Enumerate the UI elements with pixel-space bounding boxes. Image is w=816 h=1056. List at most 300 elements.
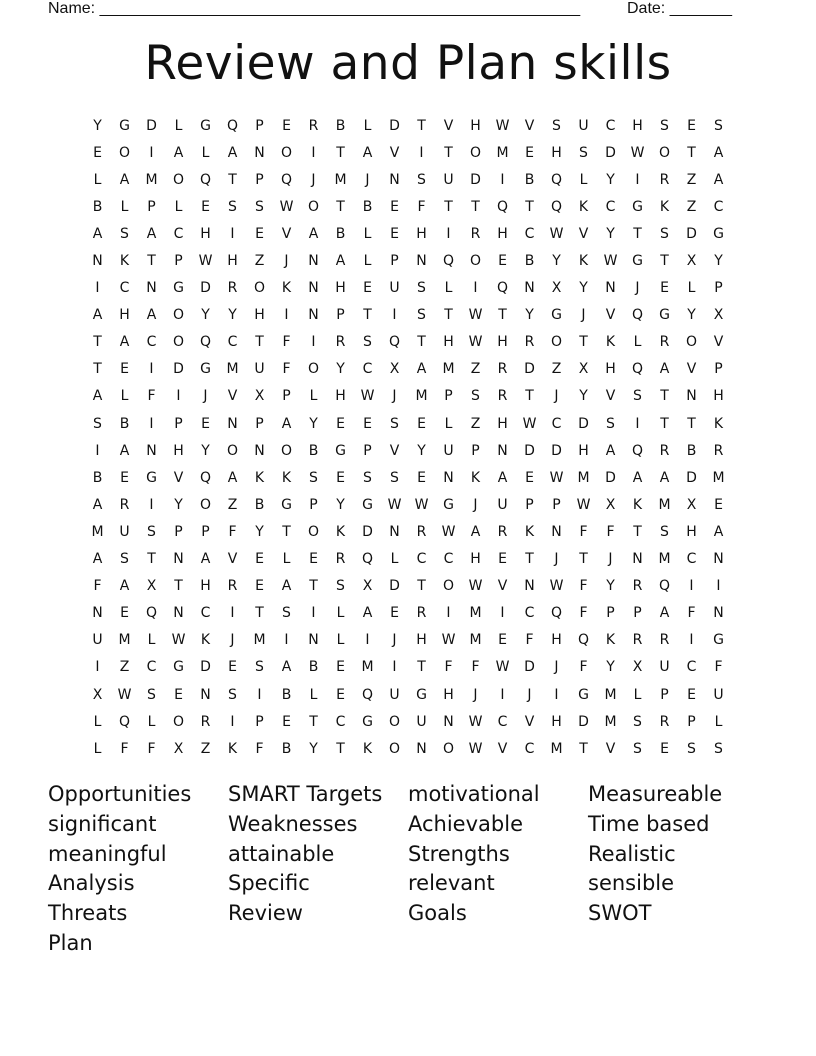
grid-letter: S: [417, 307, 426, 324]
grid-letter: Y: [579, 280, 588, 297]
grid-letter: G: [362, 713, 373, 730]
grid-letter: E: [120, 469, 129, 486]
grid-row: [84, 383, 732, 410]
grid-letter: P: [309, 496, 318, 513]
grid-letter: S: [660, 523, 669, 540]
grid-letter: T: [633, 225, 642, 242]
grid-letter: N: [389, 523, 400, 540]
grid-letter: T: [309, 578, 318, 595]
grid-letter: C: [227, 334, 238, 351]
grid-letter: M: [334, 171, 347, 188]
grid-letter: L: [444, 415, 453, 432]
grid-letter: C: [119, 280, 130, 297]
grid-letter: Q: [361, 686, 374, 703]
grid-letter: I: [446, 605, 451, 622]
grid-letter: S: [552, 117, 561, 134]
grid-letter: V: [524, 117, 535, 134]
grid-letter: O: [172, 307, 185, 324]
grid-letter: N: [389, 171, 400, 188]
grid-letter: V: [281, 225, 292, 242]
grid-letter: D: [605, 144, 616, 161]
grid-letter: U: [389, 686, 400, 703]
grid-letter: I: [392, 307, 397, 324]
grid-letter: V: [524, 713, 535, 730]
grid-letter: U: [443, 171, 454, 188]
grid-letter: K: [659, 198, 670, 215]
grid-letter: K: [200, 632, 211, 649]
grid-letter: N: [416, 253, 427, 270]
grid-letter: E: [390, 225, 399, 242]
grid-letter: G: [713, 632, 724, 649]
grid-letter: E: [228, 659, 237, 676]
grid-letter: K: [470, 469, 481, 486]
grid-letter: D: [524, 361, 535, 378]
grid-letter: L: [201, 144, 210, 161]
grid-letter: T: [417, 659, 426, 676]
grid-letter: E: [174, 686, 183, 703]
grid-letter: M: [658, 496, 671, 513]
grid-letter: U: [713, 686, 724, 703]
grid-letter: I: [230, 605, 235, 622]
grid-letter: Y: [579, 388, 588, 405]
grid-letter: S: [336, 578, 345, 595]
grid-letter: T: [660, 415, 669, 432]
grid-letter: V: [443, 117, 454, 134]
grid-letter: N: [551, 523, 562, 540]
grid-letter: F: [417, 198, 426, 215]
grid-letter: N: [524, 578, 535, 595]
grid-letter: F: [228, 523, 237, 540]
grid-letter: K: [362, 740, 373, 757]
grid-letter: E: [363, 415, 372, 432]
word-bank-item: Analysis: [48, 871, 135, 896]
grid-letter: B: [335, 117, 346, 134]
grid-letter: D: [173, 361, 184, 378]
grid-letter: Y: [336, 496, 345, 513]
grid-letter: Y: [309, 740, 318, 757]
grid-letter: K: [632, 496, 643, 513]
grid-letter: N: [416, 740, 427, 757]
grid-letter: S: [417, 171, 426, 188]
grid-letter: P: [174, 253, 183, 270]
grid-letter: S: [579, 144, 588, 161]
grid-letter: R: [227, 578, 238, 595]
grid-letter: Y: [714, 253, 723, 270]
grid-letter: O: [685, 334, 698, 351]
grid-letter: M: [145, 171, 158, 188]
grid-letter: A: [713, 144, 724, 161]
grid-letter: S: [228, 198, 237, 215]
grid-letter: E: [282, 713, 291, 730]
grid-letter: O: [172, 171, 185, 188]
grid-letter: S: [687, 740, 696, 757]
grid-letter: R: [659, 713, 670, 730]
grid-letter: F: [579, 605, 588, 622]
word-bank-item: Weaknesses: [228, 811, 358, 836]
grid-letter: E: [390, 605, 399, 622]
grid-letter: R: [119, 496, 130, 513]
grid-letter: V: [227, 388, 238, 405]
grid-letter: I: [149, 144, 154, 161]
grid-letter: H: [497, 415, 508, 432]
grid-letter: C: [686, 551, 697, 568]
grid-letter: E: [417, 469, 426, 486]
grid-letter: K: [254, 469, 265, 486]
grid-letter: P: [633, 605, 642, 622]
grid-letter: E: [255, 225, 264, 242]
grid-letter: K: [605, 334, 616, 351]
grid-letter: R: [632, 632, 643, 649]
grid-letter: W: [468, 307, 483, 324]
grid-letter: I: [284, 632, 289, 649]
grid-letter: D: [200, 659, 211, 676]
grid-letter: H: [335, 388, 346, 405]
grid-letter: J: [203, 388, 208, 405]
grid-letter: B: [281, 686, 292, 703]
grid-letter: U: [389, 280, 400, 297]
grid-letter: T: [444, 198, 453, 215]
grid-letter: S: [606, 415, 615, 432]
grid-letter: N: [308, 280, 319, 297]
grid-row: [84, 627, 732, 654]
grid-letter: V: [389, 442, 400, 459]
grid-letter: R: [659, 442, 670, 459]
grid-letter: H: [443, 334, 454, 351]
grid-letter: I: [635, 415, 640, 432]
grid-letter: T: [174, 578, 183, 595]
grid-letter: C: [362, 361, 373, 378]
grid-letter: Q: [199, 469, 212, 486]
grid-letter: A: [119, 334, 130, 351]
grid-letter: C: [146, 659, 157, 676]
grid-letter: A: [713, 171, 724, 188]
grid-letter: A: [146, 225, 157, 242]
grid-letter: F: [579, 523, 588, 540]
grid-letter: C: [497, 713, 508, 730]
grid-letter: E: [660, 280, 669, 297]
grid-letter: I: [149, 361, 154, 378]
grid-letter: B: [119, 415, 130, 432]
grid-letter: O: [118, 144, 131, 161]
grid-letter: A: [497, 469, 508, 486]
grid-letter: F: [579, 578, 588, 595]
grid-letter: Q: [550, 171, 563, 188]
grid-letter: H: [173, 442, 184, 459]
grid-letter: R: [308, 117, 319, 134]
grid-letter: R: [335, 334, 346, 351]
word-bank-item: Strengths: [408, 841, 510, 866]
word-bank-item: sensible: [588, 871, 675, 896]
grid-letter: I: [419, 144, 424, 161]
grid-letter: L: [633, 334, 642, 351]
grid-letter: I: [149, 496, 154, 513]
grid-letter: E: [282, 117, 291, 134]
grid-letter: E: [363, 280, 372, 297]
grid-letter: S: [282, 605, 291, 622]
grid-letter: G: [578, 686, 589, 703]
grid-letter: J: [392, 388, 397, 405]
grid-letter: D: [578, 713, 589, 730]
grid-letter: Y: [606, 171, 615, 188]
grid-letter: Q: [388, 334, 401, 351]
grid-letter: M: [118, 632, 131, 649]
grid-letter: I: [257, 686, 262, 703]
grid-letter: M: [91, 523, 104, 540]
grid-letter: E: [255, 551, 264, 568]
grid-letter: V: [389, 144, 400, 161]
grid-letter: F: [525, 632, 534, 649]
grid-letter: E: [390, 198, 399, 215]
grid-letter: M: [496, 144, 509, 161]
grid-letter: E: [120, 605, 129, 622]
word-bank-item: significant: [48, 811, 157, 836]
grid-letter: J: [473, 686, 478, 703]
grid-letter: L: [363, 253, 372, 270]
grid-letter: H: [713, 388, 724, 405]
grid-letter: D: [578, 415, 589, 432]
grid-letter: K: [281, 280, 292, 297]
grid-letter: G: [632, 198, 643, 215]
grid-letter: A: [200, 551, 211, 568]
grid-letter: X: [551, 280, 562, 297]
grid-letter: O: [550, 334, 563, 351]
grid-letter: S: [147, 686, 156, 703]
word-bank-item: Plan: [48, 930, 93, 955]
grid-letter: L: [309, 388, 318, 405]
grid-letter: L: [174, 117, 183, 134]
grid-letter: G: [659, 307, 670, 324]
grid-letter: M: [469, 632, 482, 649]
grid-row: [84, 356, 732, 383]
grid-letter: Y: [606, 578, 615, 595]
grid-letter: C: [173, 225, 184, 242]
grid-letter: S: [120, 551, 129, 568]
grid-letter: O: [280, 442, 293, 459]
grid-letter: A: [605, 442, 616, 459]
grid-letter: P: [471, 442, 480, 459]
grid-letter: T: [525, 388, 534, 405]
date-field: Date: _______: [627, 0, 732, 17]
grid-letter: S: [147, 523, 156, 540]
word-bank-item: Realistic: [588, 841, 676, 866]
grid-row: [84, 600, 732, 627]
grid-letter: A: [92, 551, 103, 568]
grid-letter: N: [227, 415, 238, 432]
grid-letter: U: [443, 442, 454, 459]
grid-letter: J: [554, 388, 559, 405]
grid-letter: F: [687, 605, 696, 622]
grid-letter: M: [577, 469, 590, 486]
grid-letter: M: [604, 686, 617, 703]
grid-letter: Q: [631, 442, 644, 459]
grid-letter: E: [93, 144, 102, 161]
grid-letter: Y: [606, 659, 615, 676]
grid-letter: P: [444, 388, 453, 405]
grid-letter: G: [551, 307, 562, 324]
grid-letter: S: [471, 388, 480, 405]
grid-letter: Y: [228, 307, 237, 324]
grid-letter: X: [254, 388, 265, 405]
grid-letter: C: [443, 551, 454, 568]
grid-letter: O: [307, 523, 320, 540]
grid-letter: I: [689, 632, 694, 649]
grid-letter: T: [417, 334, 426, 351]
grid-letter: T: [147, 551, 156, 568]
grid-letter: H: [200, 225, 211, 242]
grid-letter: M: [361, 659, 374, 676]
grid-letter: N: [497, 442, 508, 459]
grid-letter: V: [713, 334, 724, 351]
grid-letter: O: [280, 144, 293, 161]
grid-letter: H: [119, 307, 130, 324]
grid-letter: N: [200, 686, 211, 703]
grid-letter: U: [659, 659, 670, 676]
grid-letter: V: [605, 740, 616, 757]
grid-letter: V: [173, 469, 184, 486]
grid-letter: N: [632, 551, 643, 568]
grid-letter: Y: [525, 307, 534, 324]
grid-letter: T: [444, 307, 453, 324]
grid-letter: Q: [361, 551, 374, 568]
grid-letter: K: [605, 632, 616, 649]
grid-letter: C: [686, 659, 697, 676]
grid-letter: V: [578, 225, 589, 242]
grid-letter: D: [524, 659, 535, 676]
grid-letter: L: [120, 388, 129, 405]
grid-letter: O: [307, 361, 320, 378]
grid-letter: L: [633, 686, 642, 703]
grid-letter: W: [468, 740, 483, 757]
grid-letter: P: [255, 171, 264, 188]
grid-letter: J: [635, 280, 640, 297]
grid-letter: X: [686, 253, 697, 270]
grid-letter: S: [255, 659, 264, 676]
grid-letter: L: [309, 686, 318, 703]
grid-letter: A: [92, 225, 103, 242]
grid-letter: I: [284, 307, 289, 324]
grid-letter: T: [660, 253, 669, 270]
grid-letter: G: [200, 117, 211, 134]
grid-letter: L: [93, 171, 102, 188]
grid-letter: N: [254, 442, 265, 459]
grid-letter: M: [658, 551, 671, 568]
grid-letter: D: [551, 442, 562, 459]
grid-letter: L: [147, 713, 156, 730]
grid-letter: T: [687, 415, 696, 432]
grid-letter: L: [444, 280, 453, 297]
grid-letter: K: [578, 198, 589, 215]
grid-letter: J: [284, 253, 289, 270]
grid-row: [84, 437, 732, 464]
grid-letter: O: [442, 740, 455, 757]
grid-letter: X: [389, 361, 400, 378]
grid-letter: S: [363, 469, 372, 486]
grid-letter: N: [605, 280, 616, 297]
grid-letter: P: [660, 686, 669, 703]
grid-letter: O: [442, 578, 455, 595]
grid-letter: E: [498, 253, 507, 270]
grid-letter: S: [660, 117, 669, 134]
grid-letter: I: [149, 415, 154, 432]
grid-letter: T: [93, 361, 102, 378]
grid-letter: T: [525, 198, 534, 215]
grid-letter: Y: [417, 442, 426, 459]
grid-letter: I: [554, 686, 559, 703]
grid-letter: I: [176, 388, 181, 405]
grid-letter: I: [689, 578, 694, 595]
grid-row: [84, 735, 732, 762]
grid-letter: F: [282, 361, 291, 378]
grid-row: [84, 410, 732, 437]
grid-letter: Y: [606, 225, 615, 242]
grid-letter: X: [146, 578, 157, 595]
grid-letter: L: [336, 632, 345, 649]
grid-row: [84, 518, 732, 545]
grid-letter: P: [282, 388, 291, 405]
grid-letter: V: [227, 551, 238, 568]
grid-letter: B: [92, 198, 103, 215]
grid-letter: O: [172, 713, 185, 730]
grid-letter: D: [605, 469, 616, 486]
grid-letter: T: [498, 307, 507, 324]
grid-letter: A: [632, 469, 643, 486]
grid-letter: Q: [442, 253, 455, 270]
grid-letter: I: [446, 225, 451, 242]
grid-letter: P: [255, 415, 264, 432]
grid-letter: M: [469, 605, 482, 622]
grid-letter: Q: [550, 198, 563, 215]
grid-letter: H: [200, 578, 211, 595]
grid-letter: E: [336, 415, 345, 432]
grid-letter: Y: [174, 496, 183, 513]
grid-letter: Y: [201, 307, 210, 324]
grid-row: [84, 491, 732, 518]
grid-letter: Y: [552, 253, 561, 270]
grid-letter: Q: [118, 713, 131, 730]
word-bank-item: Threats: [48, 901, 128, 926]
grid-letter: C: [416, 551, 427, 568]
grid-letter: R: [524, 334, 535, 351]
grid-letter: B: [254, 496, 265, 513]
grid-letter: H: [551, 144, 562, 161]
grid-row: [84, 193, 732, 220]
grid-letter: H: [551, 713, 562, 730]
grid-letter: E: [120, 361, 129, 378]
grid-letter: R: [227, 280, 238, 297]
grid-letter: O: [388, 740, 401, 757]
grid-letter: O: [226, 442, 239, 459]
grid-letter: W: [522, 415, 537, 432]
grid-letter: F: [255, 740, 264, 757]
grid-letter: W: [279, 198, 294, 215]
grid-letter: A: [92, 307, 103, 324]
grid-letter: P: [363, 442, 372, 459]
grid-letter: X: [173, 740, 184, 757]
grid-letter: T: [417, 117, 426, 134]
grid-letter: M: [550, 740, 563, 757]
grid-letter: T: [336, 198, 345, 215]
grid-letter: K: [281, 469, 292, 486]
grid-letter: J: [473, 496, 478, 513]
grid-letter: I: [716, 578, 721, 595]
grid-letter: P: [687, 713, 696, 730]
grid-letter: W: [630, 144, 645, 161]
grid-letter: F: [579, 659, 588, 676]
grid-letter: X: [713, 307, 724, 324]
grid-letter: G: [362, 496, 373, 513]
grid-letter: C: [605, 198, 616, 215]
grid-letter: D: [470, 171, 481, 188]
